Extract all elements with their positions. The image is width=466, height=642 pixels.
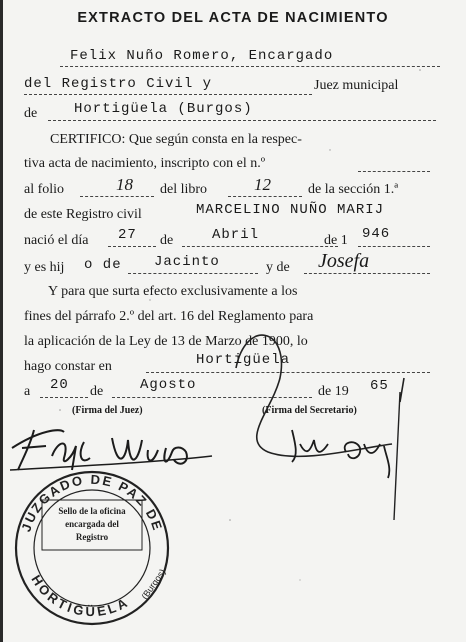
encargado-name: Felix Nuño Romero, Encargado	[70, 48, 334, 64]
seccion-label: de la sección 1.ª	[308, 182, 399, 197]
stamp-line2: encargada del	[65, 519, 119, 529]
libro-label: del libro	[160, 182, 208, 197]
registro-line: del Registro Civil y	[24, 76, 213, 92]
svg-text:HORTIGÜELA	[28, 572, 132, 619]
fecha-de2: de 19	[318, 384, 349, 399]
juez-label: Juez municipal	[314, 78, 399, 93]
mes-value: Abril	[212, 227, 260, 243]
para-text: Y para que surta efecto exclusivamente a los	[48, 284, 298, 299]
hijo-label: y es hij	[24, 260, 65, 275]
folio-label: al folio	[24, 182, 65, 197]
lugar: Hortigüela	[196, 352, 291, 368]
libro-value: 12	[254, 175, 271, 194]
folio-value: 18	[116, 175, 133, 194]
padre: Jacinto	[154, 254, 220, 270]
stamp-line3: Registro	[75, 532, 109, 542]
flourish-stroke	[236, 335, 392, 456]
nacio-label: nació el día	[24, 233, 89, 248]
municipio: Hortigüela (Burgos)	[74, 101, 253, 117]
stamp-line1: Sello de la oficina	[58, 506, 126, 516]
dia-value: 27	[118, 227, 137, 243]
ley-text: la aplicación de la Ley de 13 de Marzo de 1900, lo	[24, 334, 308, 349]
official-seal	[16, 472, 168, 624]
seal-bottom-text: HORTIGÜELA	[28, 572, 133, 620]
scan-noise	[59, 69, 421, 580]
a-label: a	[24, 384, 31, 399]
fecha-anio: 65	[370, 378, 389, 394]
y-de-label: y de	[266, 260, 290, 275]
secretary-signature	[292, 430, 389, 478]
seal-top-text: JUZGADO DE PAZ DE	[18, 471, 166, 534]
fecha-de1: de	[90, 384, 104, 399]
madre: Josefa	[318, 250, 370, 272]
judge-signature	[10, 430, 212, 470]
acta-text: tiva acta de nacimiento, inscripto con el n.º	[24, 156, 266, 171]
nombre: MARCELINO NUÑO MARIJ	[196, 202, 385, 218]
fines-text: fines del párrafo 2.º del art. 16 del Reglamento para	[24, 309, 314, 324]
hijo-suffix: o de	[84, 257, 122, 273]
seal-prov-text: (Burgos)	[139, 567, 168, 602]
de-label: de	[24, 106, 38, 121]
fecha-dia: 20	[50, 377, 69, 393]
fecha-mes: Agosto	[140, 377, 197, 393]
de-mes-label: de	[160, 233, 174, 248]
registro-civil-label: de este Registro civil	[24, 207, 142, 222]
de-anio-label: de 1	[324, 233, 348, 248]
hago-label: hago constar en	[24, 359, 112, 374]
firma-secretario-label: (Firma del Secretario)	[262, 405, 357, 416]
certifico-text: CERTIFICO: Que según consta en la respec-	[50, 132, 302, 147]
document-title: EXTRACTO DEL ACTA DE NACIMIENTO	[77, 10, 389, 26]
anio-value: 946	[362, 226, 391, 242]
firma-juez-label: (Firma del Juez)	[72, 405, 143, 416]
